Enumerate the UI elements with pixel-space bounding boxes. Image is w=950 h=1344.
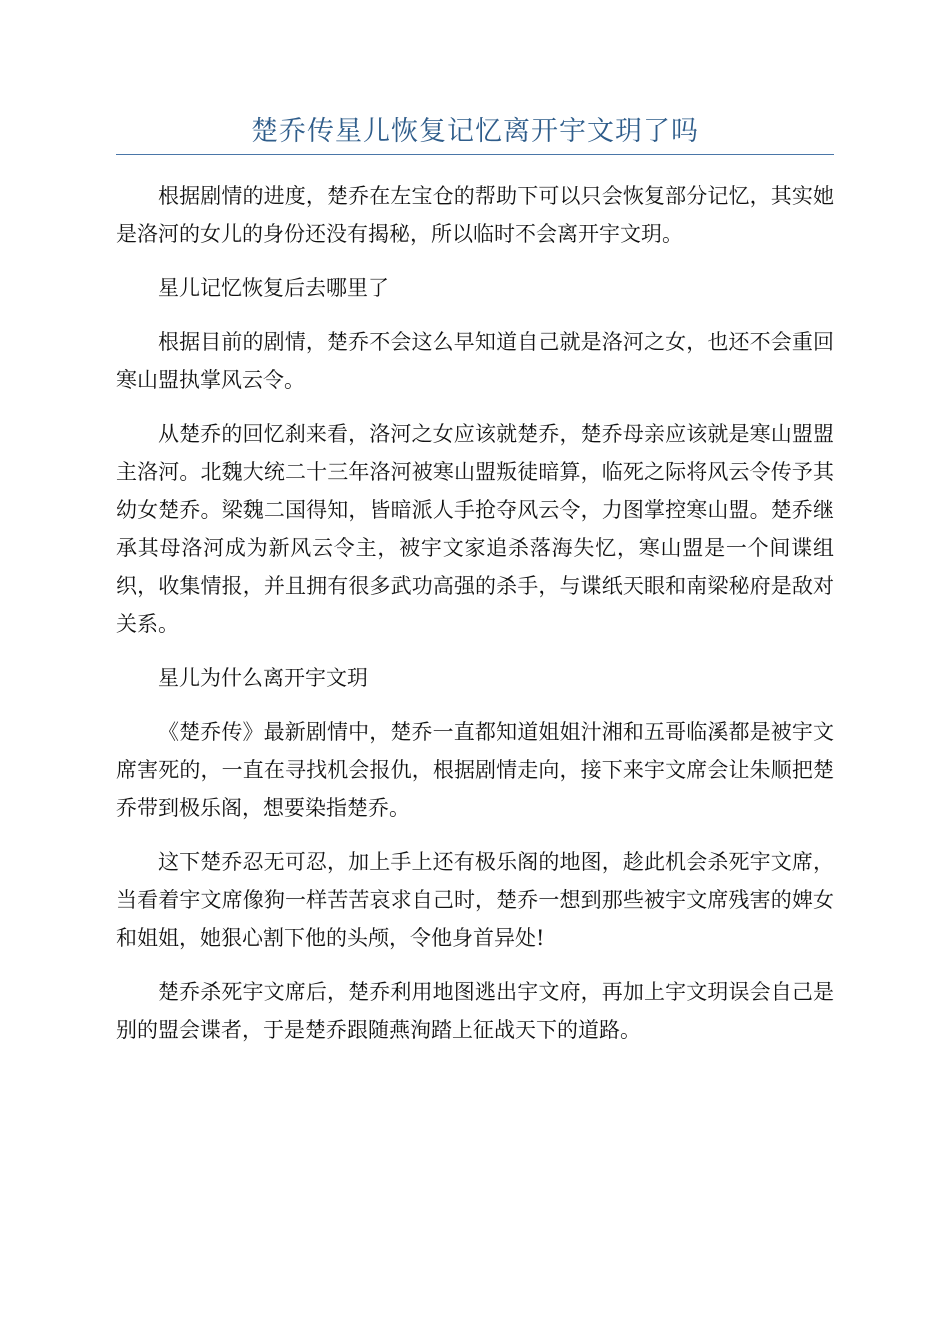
paragraph-revenge: 《楚乔传》最新剧情中，楚乔一直都知道姐姐汁湘和五哥临溪都是被宇文席害死的，一直在寻找机会报仇，根据剧情走向，接下来宇文席会让朱顺把楚乔带到极乐阁，想要染指楚乔。 bbox=[116, 720, 834, 820]
document-body bbox=[116, 177, 834, 1049]
document-page bbox=[116, 112, 834, 1065]
subheading-why: 星儿为什么离开宇文玥 bbox=[158, 666, 368, 690]
paragraph-escape: 楚乔杀死宇文席后，楚乔利用地图逃出宇文府，再加上宇文玥误会自己是别的盟会谍者，于是楚乔跟随燕洵踏上征战天下的道路。 bbox=[116, 980, 834, 1042]
paragraph-backstory: 从楚乔的回忆刹来看，洛河之女应该就楚乔，楚乔母亲应该就是寒山盟盟主洛河。北魏大统二十三年洛河被寒山盟叛徒暗算，临死之际将风云令传予其幼女楚乔。梁魏二国得知，皆暗派人手抢夺风云令，力图掌控寒山盟。楚乔继承其母洛河成为新风云令主，被宇文家追杀落海失忆，寒山盟是一个间谍组织，收集情报，并且拥有很多武功高强的杀手，与谍纸天眼和南梁秘府是敌对关系。 bbox=[116, 422, 834, 636]
paragraph-kill: 这下楚乔忍无可忍，加上手上还有极乐阁的地图，趁此机会杀死宇文席，当看着宇文席像狗一样苦苦哀求自己时，楚乔一想到那些被宇文席残害的婢女和姐姐，她狠心割下他的头颅，令他身首异处! bbox=[116, 850, 834, 950]
title-underline bbox=[116, 154, 834, 155]
paragraph-intro: 根据剧情的进度，楚乔在左宝仓的帮助下可以只会恢复部分记忆，其实她是洛河的女儿的身份还没有揭秘，所以临时不会离开宇文玥。 bbox=[116, 184, 834, 246]
subheading-where: 星儿记忆恢复后去哪里了 bbox=[158, 276, 389, 300]
paragraph-current-plot: 根据目前的剧情，楚乔不会这么早知道自己就是洛河之女，也还不会重回寒山盟执掌风云令。 bbox=[116, 330, 834, 392]
document-title: 楚乔传星儿恢复记忆离开宇文玥了吗 bbox=[251, 116, 699, 147]
